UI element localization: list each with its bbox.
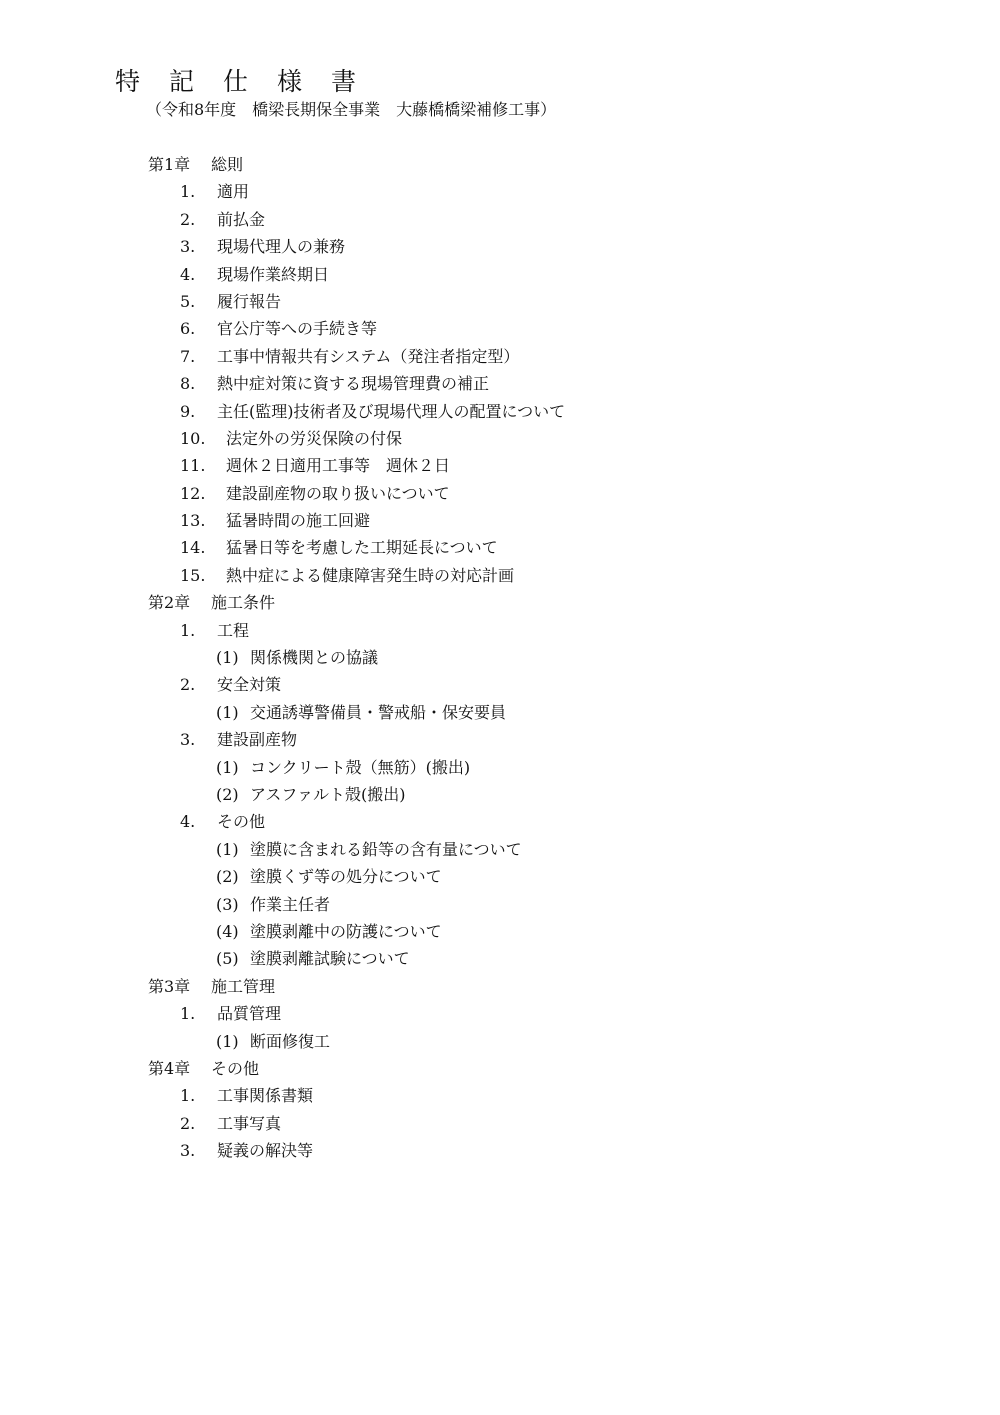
toc-number: (1)	[216, 648, 239, 668]
toc-label: 官公庁等への手続き等	[217, 319, 378, 339]
toc-subitem	[0, 836, 1000, 863]
toc-number: (2)	[216, 784, 239, 804]
toc-item	[0, 562, 1000, 589]
toc-number: (5)	[216, 949, 239, 969]
table-of-contents	[0, 151, 1000, 1164]
toc-subitem	[0, 699, 1000, 726]
toc-label: コンクリート殻（無筋）(搬出)	[250, 757, 471, 777]
toc-label: 熱中症による健康障害発生時の対応計画	[226, 565, 515, 585]
toc-label: 塗膜剥離試験について	[250, 949, 410, 969]
toc-item	[0, 425, 1000, 452]
toc-item	[0, 480, 1000, 507]
toc-number: 3.	[180, 237, 196, 257]
toc-item	[0, 1082, 1000, 1109]
toc-number: 第1章	[148, 155, 191, 174]
toc-number: 7.	[180, 346, 196, 366]
toc-label: 工事関係書類	[217, 1086, 314, 1106]
toc-number: 12.	[180, 483, 206, 503]
toc-label: 適用	[217, 182, 250, 202]
toc-item	[0, 1137, 1000, 1164]
toc-item	[0, 261, 1000, 288]
toc-number: 6.	[180, 319, 196, 339]
toc-number: 1.	[180, 1004, 196, 1024]
toc-label: 工事中情報共有システム（発注者指定型）	[217, 346, 520, 366]
toc-label: 塗膜くず等の処分について	[250, 867, 442, 887]
toc-number: 2.	[180, 209, 196, 229]
toc-label: 週休２日適用工事等 週休２日	[226, 456, 451, 476]
toc-item	[0, 370, 1000, 397]
toc-item	[0, 398, 1000, 425]
toc-subitem	[0, 781, 1000, 808]
toc-label: 熱中症対策に資する現場管理費の補正	[217, 374, 490, 394]
toc-item	[0, 534, 1000, 561]
toc-label: その他	[217, 812, 266, 832]
toc-subitem	[0, 891, 1000, 918]
toc-number: 5.	[180, 291, 196, 311]
toc-item	[0, 507, 1000, 534]
toc-number: (1)	[216, 757, 239, 777]
toc-chapter	[0, 589, 1000, 616]
toc-item	[0, 1110, 1000, 1137]
toc-label: 交通誘導警備員・警戒船・保安要員	[250, 702, 507, 722]
toc-number: 8.	[180, 374, 196, 394]
document-subtitle: （令和8年度 橋梁長期保全事業 大藤橋橋梁補修工事）	[146, 100, 557, 119]
toc-label: 塗膜剥離中の防護について	[250, 921, 442, 941]
toc-item	[0, 671, 1000, 698]
toc-chapter	[0, 973, 1000, 1000]
toc-label: 猛暑日等を考慮した工期延長について	[226, 538, 498, 558]
toc-subitem	[0, 1028, 1000, 1055]
toc-chapter	[0, 1055, 1000, 1082]
toc-item	[0, 178, 1000, 205]
toc-number: 2.	[180, 675, 196, 695]
toc-number: 13.	[180, 511, 206, 531]
toc-item	[0, 288, 1000, 315]
toc-number: 9.	[180, 401, 196, 421]
toc-label: 関係機関との協議	[250, 648, 379, 668]
toc-label: 疑義の解決等	[217, 1141, 314, 1161]
toc-label: 猛暑時間の施工回避	[226, 511, 371, 531]
toc-label: 塗膜に含まれる鉛等の含有量について	[250, 839, 522, 859]
toc-subitem	[0, 945, 1000, 972]
toc-number: 2.	[180, 1113, 196, 1133]
document-title: 特 記 仕 様 書	[115, 67, 359, 96]
toc-item	[0, 452, 1000, 479]
toc-label: 施工管理	[211, 976, 276, 996]
toc-label: 安全対策	[217, 675, 282, 695]
toc-label: その他	[211, 1058, 260, 1078]
toc-label: 施工条件	[211, 593, 276, 613]
toc-item	[0, 343, 1000, 370]
toc-label: 現場作業終期日	[217, 264, 330, 284]
toc-number: (1)	[216, 839, 239, 859]
toc-number: 第3章	[148, 976, 191, 996]
toc-number: (1)	[216, 1031, 239, 1051]
toc-item	[0, 617, 1000, 644]
toc-label: 工程	[217, 620, 250, 640]
toc-chapter	[0, 151, 1000, 178]
toc-number: 15.	[180, 565, 206, 585]
toc-number: 14.	[180, 538, 206, 558]
toc-label: 現場代理人の兼務	[217, 237, 346, 257]
toc-item	[0, 315, 1000, 342]
toc-label: 断面修復工	[250, 1031, 331, 1051]
toc-label: 総則	[211, 155, 244, 174]
toc-number: (3)	[216, 894, 239, 914]
toc-number: 11.	[180, 456, 206, 476]
toc-item	[0, 1000, 1000, 1027]
toc-number: 4.	[180, 264, 196, 284]
toc-label: 建設副産物の取り扱いについて	[226, 483, 450, 503]
toc-label: 建設副産物	[217, 730, 298, 750]
toc-number: (2)	[216, 867, 239, 887]
toc-number: 1.	[180, 620, 196, 640]
toc-number: 10.	[180, 428, 206, 448]
toc-item	[0, 206, 1000, 233]
toc-label: 前払金	[217, 209, 266, 229]
toc-number: 第4章	[148, 1058, 191, 1078]
toc-number: (4)	[216, 921, 239, 941]
toc-label: 主任(監理)技術者及び現場代理人の配置について	[217, 401, 566, 421]
toc-label: 法定外の労災保険の付保	[226, 428, 403, 448]
toc-number: 3.	[180, 1141, 196, 1161]
toc-subitem	[0, 863, 1000, 890]
toc-item	[0, 726, 1000, 753]
toc-number: 1.	[180, 182, 196, 202]
toc-label: 作業主任者	[250, 894, 331, 914]
toc-label: 履行報告	[217, 291, 282, 311]
toc-subitem	[0, 644, 1000, 671]
toc-label: 工事写真	[217, 1113, 282, 1133]
toc-label: 品質管理	[217, 1004, 282, 1024]
toc-number: (1)	[216, 702, 239, 722]
toc-subitem	[0, 918, 1000, 945]
toc-label: アスファルト殻(搬出)	[250, 784, 406, 804]
toc-item	[0, 233, 1000, 260]
toc-item	[0, 808, 1000, 835]
toc-number: 3.	[180, 730, 196, 750]
toc-subitem	[0, 754, 1000, 781]
toc-number: 第2章	[148, 593, 191, 613]
toc-number: 4.	[180, 812, 196, 832]
toc-number: 1.	[180, 1086, 196, 1106]
